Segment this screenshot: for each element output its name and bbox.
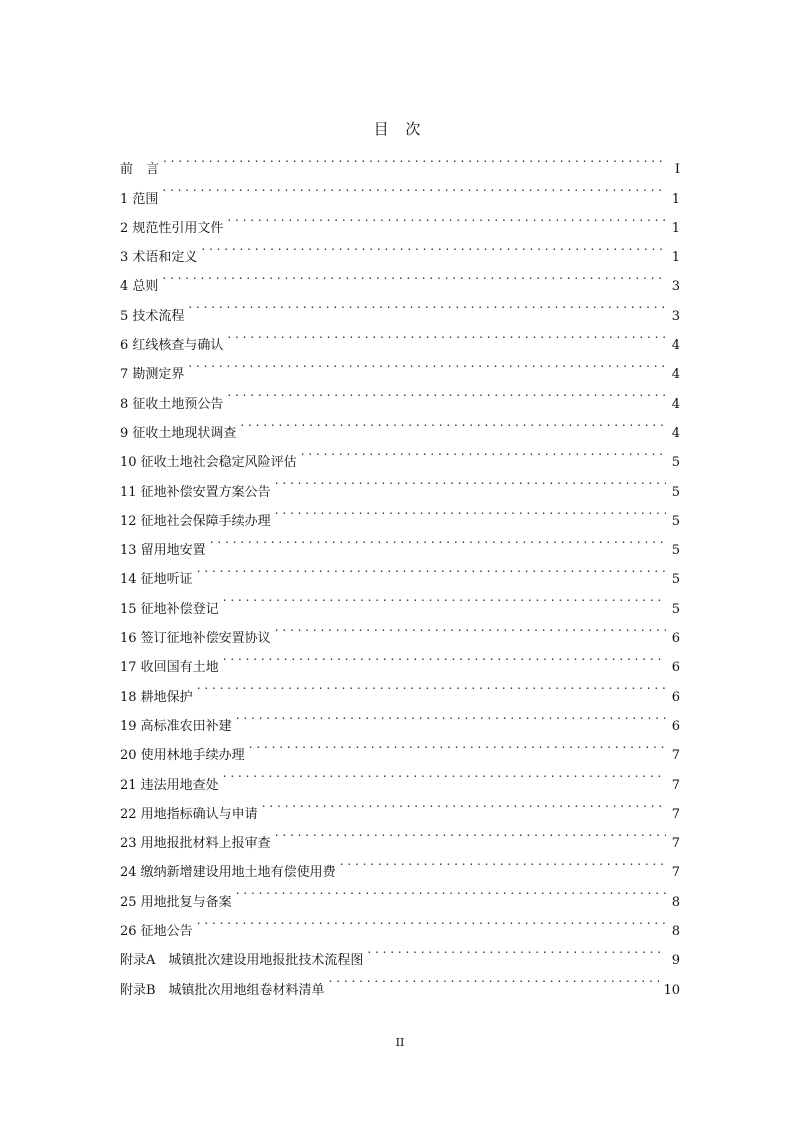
table-of-contents xyxy=(120,144,680,998)
toc-entry-page: 5 xyxy=(671,484,680,500)
toc-entry[interactable] xyxy=(120,261,680,295)
toc-leader-dots xyxy=(197,554,666,583)
toc-entry-page: 8 xyxy=(671,894,680,910)
toc-leader-dots xyxy=(236,876,666,905)
toc-entry-page: 1 xyxy=(671,250,680,266)
toc-entry-page: 7 xyxy=(671,865,680,881)
toc-entry-page: 4 xyxy=(671,367,680,383)
toc-leader-dots xyxy=(227,378,666,407)
toc-entry-page: 9 xyxy=(671,953,680,969)
toc-leader-dots xyxy=(367,935,666,964)
toc-leader-dots xyxy=(240,408,666,437)
toc-entry-label: 2 规范性引用文件 xyxy=(120,220,224,236)
toc-entry[interactable] xyxy=(120,320,680,354)
toc-entry-page: 5 xyxy=(671,601,680,617)
toc-entry-page: 5 xyxy=(671,513,680,529)
toc-leader-dots xyxy=(262,789,666,818)
toc-entry-page: 7 xyxy=(671,836,680,852)
toc-leader-dots xyxy=(162,261,666,290)
toc-entry-page: 6 xyxy=(671,631,680,647)
toc-entry-page: 4 xyxy=(671,338,680,354)
toc-entry[interactable] xyxy=(120,583,680,617)
toc-leader-dots xyxy=(197,671,666,700)
toc-leader-dots xyxy=(223,583,666,612)
toc-leader-dots xyxy=(340,847,666,876)
toc-leader-dots xyxy=(188,290,666,319)
toc-entry[interactable] xyxy=(120,173,680,207)
toc-entry[interactable] xyxy=(120,701,680,734)
toc-entry-label: 5 技术流程 xyxy=(120,308,185,324)
toc-leader-dots xyxy=(201,232,666,261)
toc-entry-label: 附录B 城镇批次用地组卷材料清单 xyxy=(120,982,325,998)
toc-entry-label: 6 红线核查与确认 xyxy=(120,338,224,354)
toc-leader-dots xyxy=(227,203,666,232)
toc-entry-label: 18 耕地保护 xyxy=(120,689,193,705)
toc-entry-label: 14 征地听证 xyxy=(120,572,193,588)
toc-entry-label: 附录A 城镇批次建设用地报批技术流程图 xyxy=(120,953,364,969)
toc-entry-label: 9 征收土地现状调查 xyxy=(120,425,237,441)
toc-entry-page: 1 xyxy=(671,220,680,236)
toc-leader-dots xyxy=(275,496,666,525)
toc-entry-label: 7 勘测定界 xyxy=(120,367,185,383)
toc-entry-label: 12 征地社会保障手续办理 xyxy=(120,513,271,529)
toc-entry[interactable] xyxy=(120,671,680,705)
toc-leader-dots xyxy=(163,144,666,173)
toc-entry-label: 17 收回国有土地 xyxy=(120,660,219,676)
toc-entry[interactable] xyxy=(120,935,680,969)
toc-entry-label: 26 征地公告 xyxy=(120,924,193,940)
toc-entry-label: 16 签订征地补偿安置协议 xyxy=(120,631,271,647)
toc-entry-label: 20 使用林地手续办理 xyxy=(120,748,245,764)
toc-leader-dots xyxy=(301,437,666,466)
toc-entry-page: 4 xyxy=(671,396,680,412)
toc-entry-label: 11 征地补偿安置方案公告 xyxy=(120,484,271,500)
toc-entry-label: 10 征收土地社会稳定风险评估 xyxy=(120,455,297,471)
toc-entry-page: 5 xyxy=(671,543,680,559)
toc-leader-dots xyxy=(236,701,666,730)
page-number: II xyxy=(395,1036,405,1049)
toc-entry[interactable] xyxy=(120,906,680,940)
toc-leader-dots xyxy=(249,730,666,759)
toc-leader-dots xyxy=(275,466,666,495)
toc-entry-label: 8 征收土地预公告 xyxy=(120,396,224,412)
toc-entry[interactable] xyxy=(120,144,680,178)
toc-entry-label: 3 术语和定义 xyxy=(120,250,198,266)
toc-leader-dots xyxy=(227,320,666,349)
toc-entry[interactable] xyxy=(120,378,680,412)
toc-entry-label: 13 留用地安置 xyxy=(120,543,206,559)
toc-entry-page: 3 xyxy=(671,308,680,324)
page-title: 目 次 xyxy=(373,120,427,138)
toc-entry[interactable] xyxy=(120,203,680,236)
toc-leader-dots xyxy=(210,525,666,554)
toc-entry-page: 7 xyxy=(671,748,680,764)
toc-entry-label: 19 高标准农田补建 xyxy=(120,718,232,734)
toc-entry-page: 1 xyxy=(671,191,680,207)
toc-entry-page: 6 xyxy=(671,718,680,734)
toc-entry[interactable] xyxy=(120,232,680,266)
toc-entry-page: 6 xyxy=(671,660,680,676)
toc-entry[interactable] xyxy=(120,290,680,324)
toc-leader-dots xyxy=(223,642,666,671)
toc-entry-page: I xyxy=(674,162,680,178)
toc-entry-label: 23 用地报批材料上报审查 xyxy=(120,836,271,852)
toc-entry[interactable] xyxy=(120,349,680,383)
toc-entry-page: 3 xyxy=(671,279,680,295)
toc-entry-label: 22 用地指标确认与申请 xyxy=(120,806,258,822)
toc-entry-page: 10 xyxy=(663,982,680,998)
toc-entry-page: 4 xyxy=(671,425,680,441)
toc-entry-label: 4 总则 xyxy=(120,279,159,295)
toc-entry-label: 21 违法用地查处 xyxy=(120,777,219,793)
toc-leader-dots xyxy=(223,759,666,788)
toc-leader-dots xyxy=(197,906,666,935)
toc-entry-page: 5 xyxy=(671,572,680,588)
toc-entry[interactable] xyxy=(120,554,680,588)
toc-entry-label: 24 缴纳新增建设用地土地有偿使用费 xyxy=(120,865,336,881)
toc-entry-label: 前 言 xyxy=(120,162,160,178)
toc-leader-dots xyxy=(188,349,666,378)
toc-entry-label: 25 用地批复与备案 xyxy=(120,894,232,910)
toc-leader-dots xyxy=(275,613,666,642)
toc-entry-page: 5 xyxy=(671,455,680,471)
toc-entry-page: 6 xyxy=(671,689,680,705)
toc-entry-page: 8 xyxy=(671,924,680,940)
toc-entry-page: 7 xyxy=(671,777,680,793)
toc-leader-dots xyxy=(329,964,660,993)
toc-leader-dots xyxy=(162,173,666,202)
toc-leader-dots xyxy=(275,818,666,847)
toc-entry-page: 7 xyxy=(671,806,680,822)
toc-entry-label: 1 范围 xyxy=(120,191,159,207)
toc-entry-label: 15 征地补偿登记 xyxy=(120,601,219,617)
